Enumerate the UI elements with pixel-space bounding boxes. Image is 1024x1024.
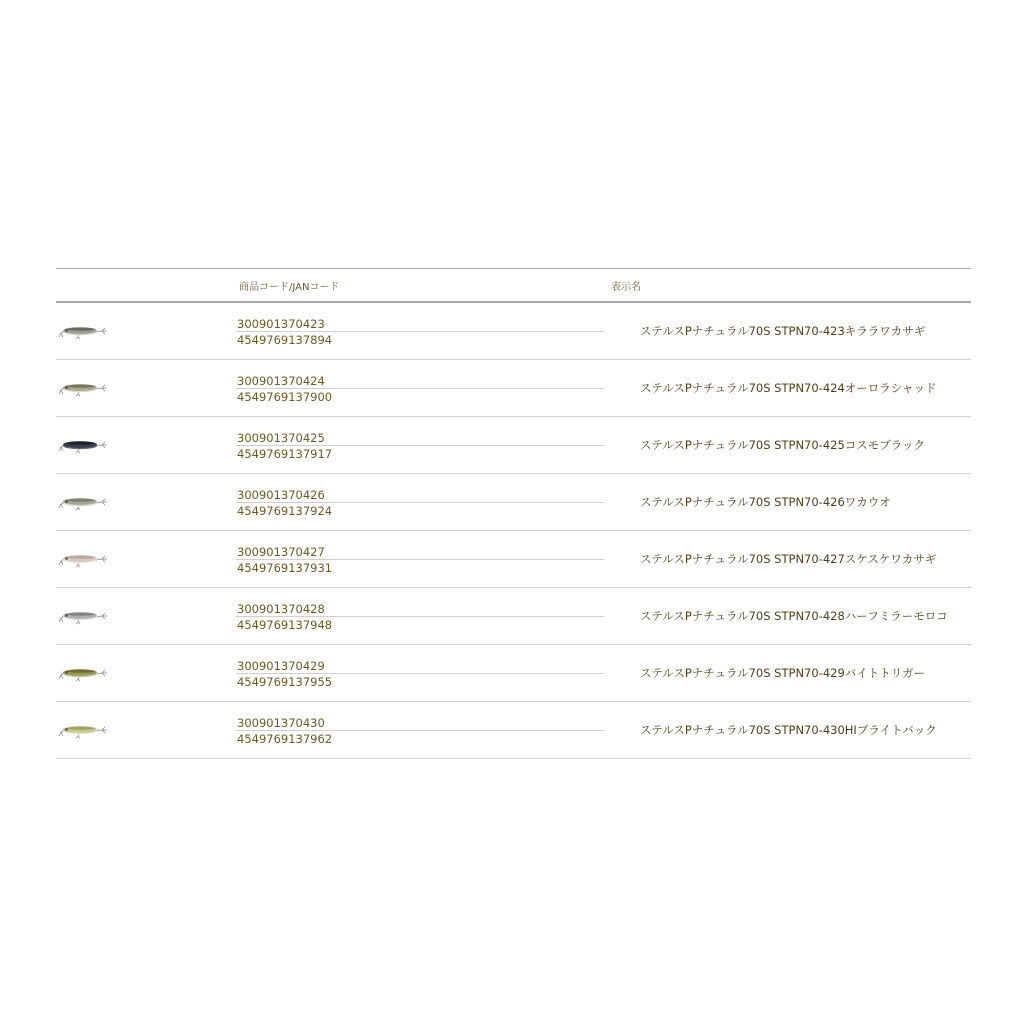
- table-body: [56, 303, 971, 759]
- product-code: 300901370426: [236, 488, 604, 503]
- jan-code: 4549769137955: [237, 675, 333, 689]
- jan-code: 4549769137962: [237, 732, 333, 746]
- product-code: 300901370423: [236, 317, 604, 332]
- product-display-name: ステルスPナチュラル70S STPN70-424オーロラシャッド: [640, 381, 937, 395]
- jan-code: 4549769137894: [237, 333, 333, 347]
- table-row-5: [56, 531, 971, 588]
- header-display-name: 表示名: [611, 282, 641, 293]
- product-display-name: ステルスPナチュラル70S STPN70-429バイトトリガー: [640, 666, 926, 680]
- table-row-6: [56, 588, 971, 645]
- product-display-name: ステルスPナチュラル70S STPN70-430HIブライトバック: [640, 723, 937, 737]
- code-cell: [236, 545, 604, 575]
- jan-code: 4549769137924: [237, 504, 333, 518]
- lure-thumbnail-icon: [58, 607, 108, 625]
- lure-thumbnail-icon: [58, 379, 108, 397]
- table-header: [56, 269, 971, 303]
- product-code: 300901370428: [236, 602, 604, 617]
- product-display-name: ステルスPナチュラル70S STPN70-425コスモブラック: [640, 438, 926, 452]
- lure-thumbnail-icon: [58, 721, 108, 739]
- product-code: 300901370424: [236, 374, 604, 389]
- table-row-4: [56, 474, 971, 531]
- code-cell: [236, 716, 604, 746]
- lure-thumbnail-icon: [58, 664, 108, 682]
- jan-code: 4549769137948: [237, 618, 333, 632]
- lure-thumbnail-icon: [58, 550, 108, 568]
- code-cell: [236, 602, 604, 632]
- product-code: 300901370427: [236, 545, 604, 560]
- table-row-7: [56, 645, 971, 702]
- table-row-1: [56, 303, 971, 360]
- jan-code: 4549769137917: [237, 447, 333, 461]
- code-cell: [236, 488, 604, 518]
- product-display-name: ステルスPナチュラル70S STPN70-428ハーフミラーモロコ: [640, 609, 948, 623]
- lure-thumbnail-icon: [58, 436, 108, 454]
- code-cell: [236, 317, 604, 347]
- product-table: [56, 268, 971, 759]
- jan-code: 4549769137900: [237, 390, 333, 404]
- code-cell: [236, 374, 604, 404]
- code-cell: [236, 431, 604, 461]
- jan-code: 4549769137931: [237, 561, 333, 575]
- product-code: 300901370430: [236, 716, 604, 731]
- product-code: 300901370429: [236, 659, 604, 674]
- lure-thumbnail-icon: [58, 493, 108, 511]
- product-display-name: ステルスPナチュラル70S STPN70-423キララワカサギ: [640, 324, 926, 338]
- product-display-name: ステルスPナチュラル70S STPN70-427スケスケワカサギ: [640, 552, 937, 566]
- table-row-3: [56, 417, 971, 474]
- code-cell: [236, 659, 604, 689]
- lure-thumbnail-icon: [58, 322, 108, 340]
- table-row-8: [56, 702, 971, 759]
- table-row-2: [56, 360, 971, 417]
- header-product-code-jan: 商品コード/JANコード: [239, 282, 340, 293]
- product-code: 300901370425: [236, 431, 604, 446]
- product-display-name: ステルスPナチュラル70S STPN70-426ワカウオ: [640, 495, 891, 509]
